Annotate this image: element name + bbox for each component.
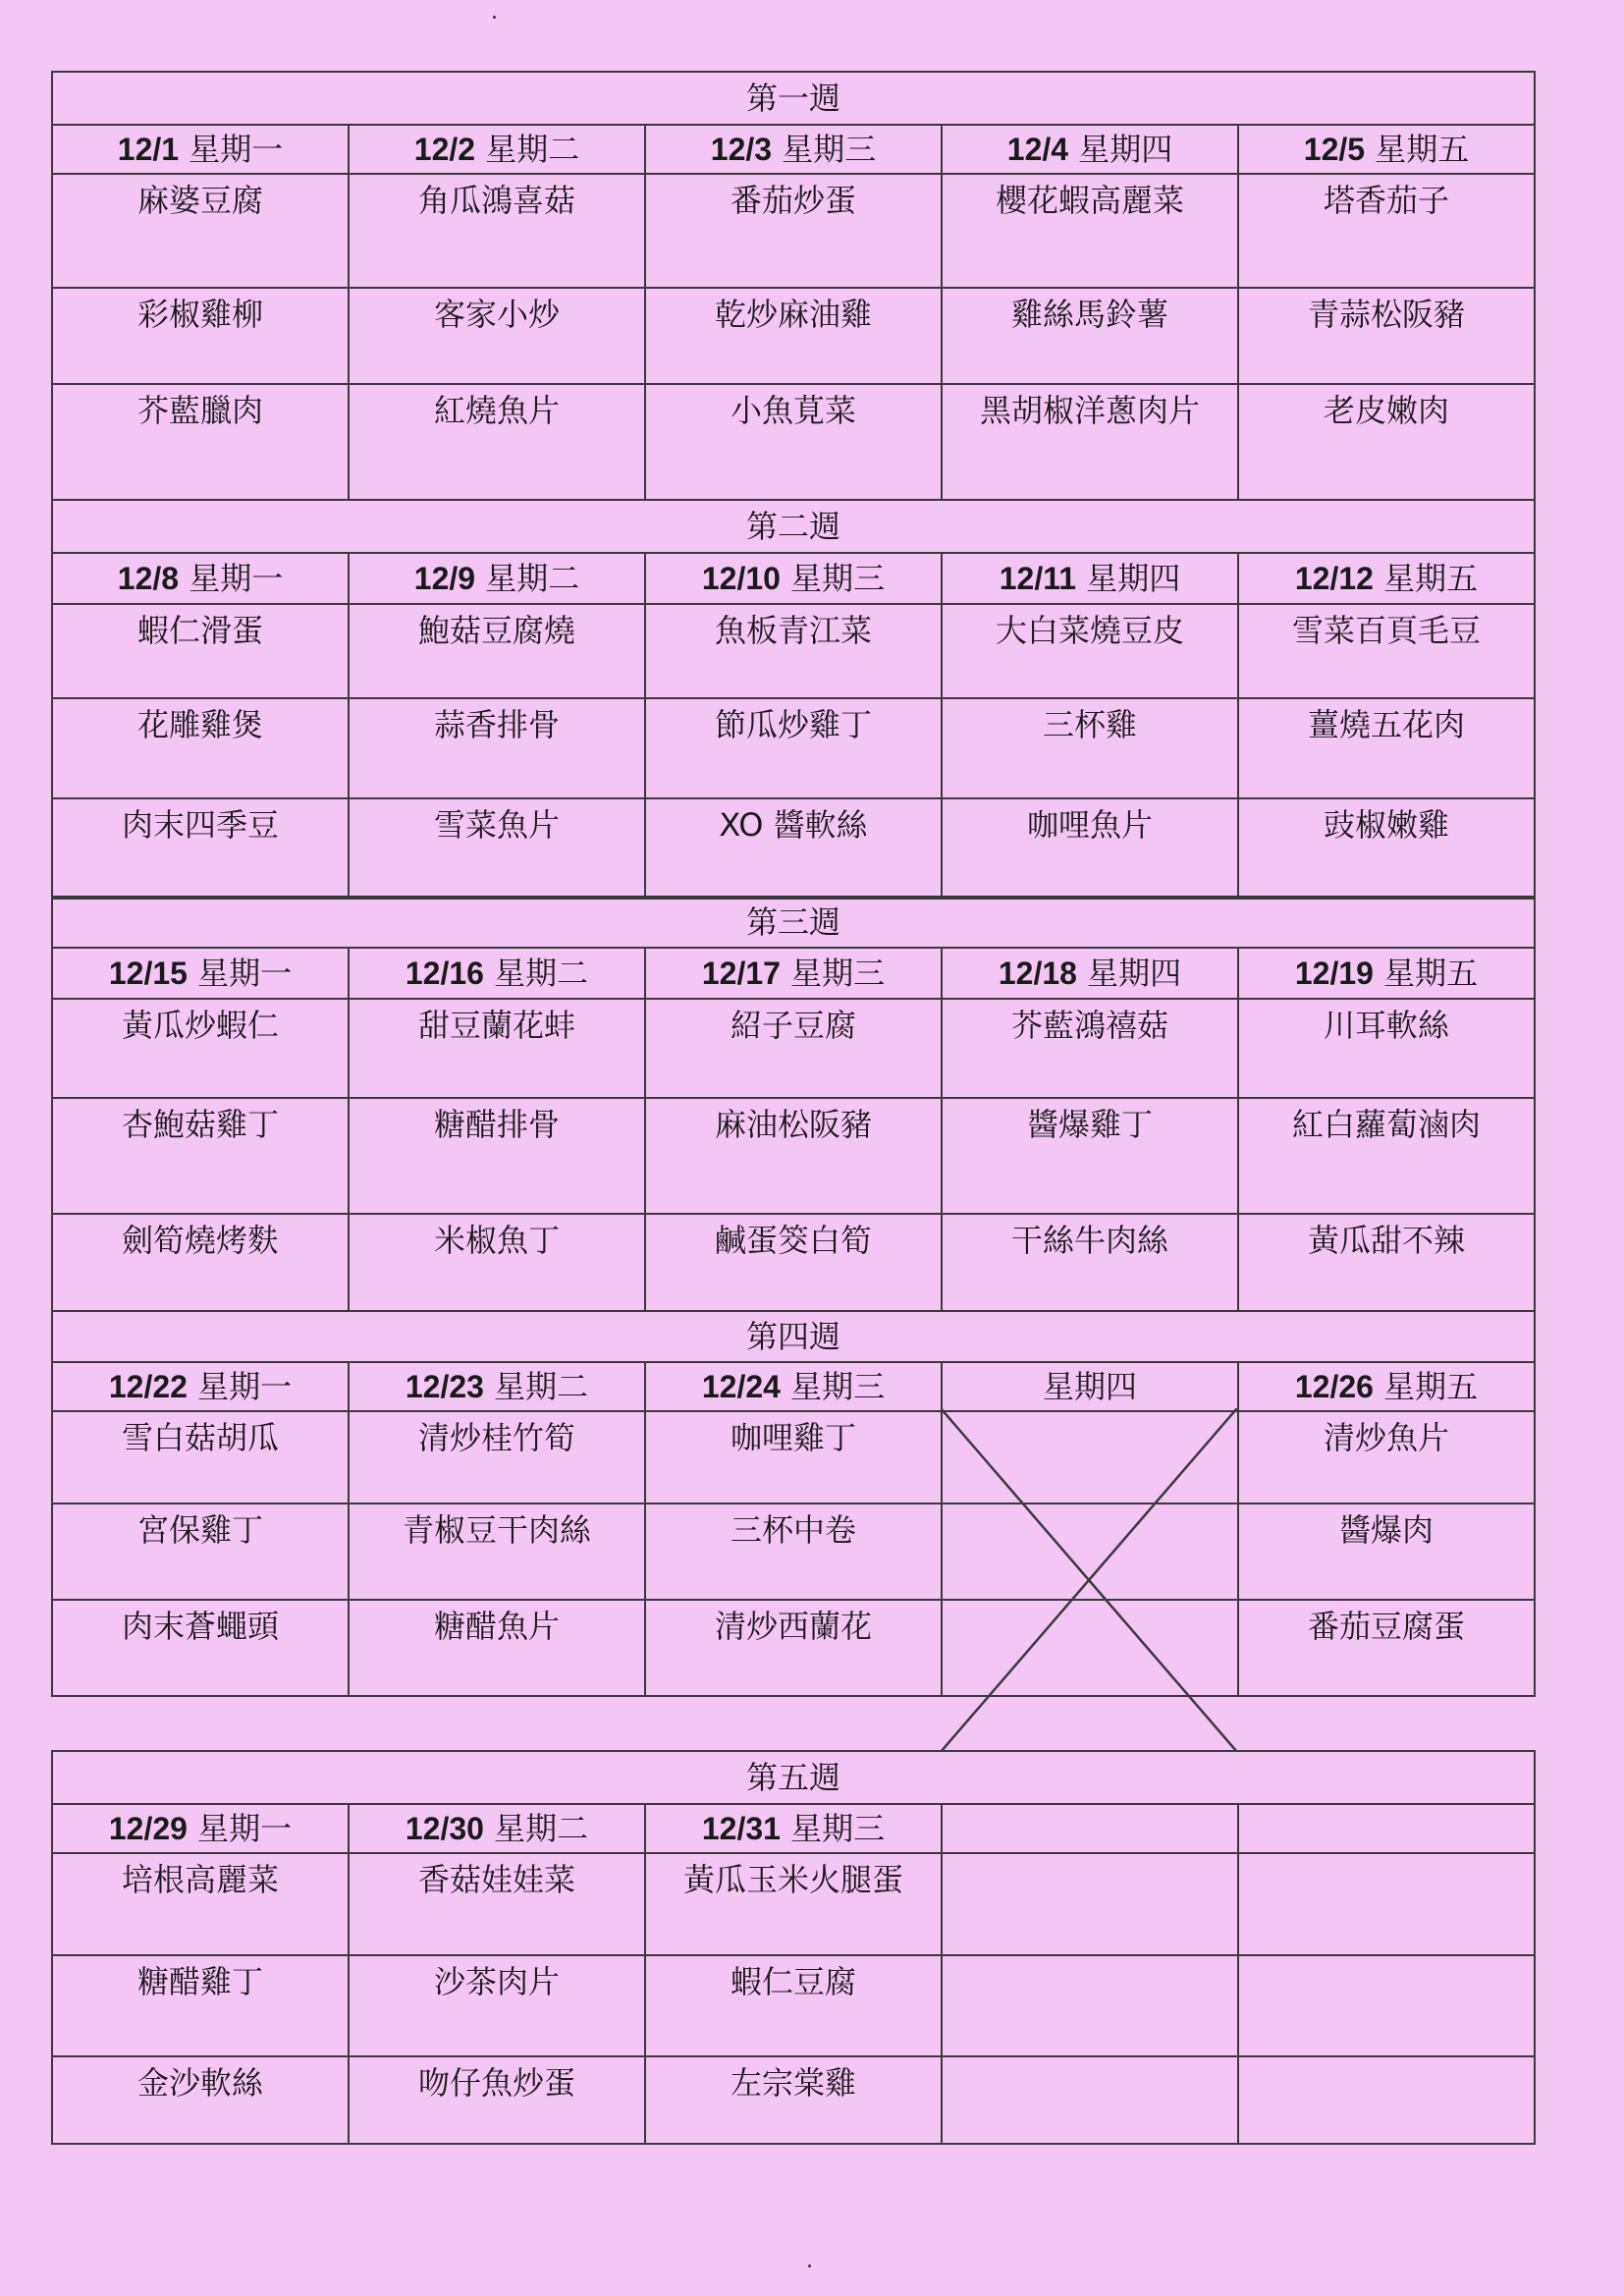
dish-cell: 番茄炒蛋 xyxy=(645,174,942,288)
day-header: 12/22 星期一 xyxy=(52,1362,349,1411)
week-1-table xyxy=(51,71,1536,501)
dish-cell: 花雕雞煲 xyxy=(52,698,349,798)
dish-cell: 薑燒五花肉 xyxy=(1238,698,1535,798)
dish-cell: 金沙軟絲 xyxy=(52,2056,349,2144)
speck-mark xyxy=(493,16,496,19)
week-title: 第三週 xyxy=(52,897,1535,948)
week-title: 第四週 xyxy=(52,1311,1535,1362)
dish-cell: 角瓜鴻喜菇 xyxy=(349,174,645,288)
week-4-table xyxy=(51,1310,1536,1697)
dish-cell: 芥藍鴻禧菇 xyxy=(942,999,1238,1098)
dish-cell: 沙茶肉片 xyxy=(349,1955,645,2056)
dish-cell: 咖哩魚片 xyxy=(942,798,1238,899)
dish-cell: 櫻花蝦高麗菜 xyxy=(942,174,1238,288)
day-header: 12/30 星期二 xyxy=(349,1804,645,1853)
day-header: 12/24 星期三 xyxy=(645,1362,942,1411)
dish-cell xyxy=(1238,1955,1535,2056)
dish-cell: 甜豆蘭花蚌 xyxy=(349,999,645,1098)
dish-cell: 糖醋魚片 xyxy=(349,1600,645,1696)
dish-cell: 青椒豆干肉絲 xyxy=(349,1503,645,1600)
dish-cell: 清炒魚片 xyxy=(1238,1411,1535,1503)
dish-cell: 肉末蒼蠅頭 xyxy=(52,1600,349,1696)
dish-cell: 彩椒雞柳 xyxy=(52,288,349,384)
dish-cell xyxy=(942,2056,1238,2144)
dish-cell: 吻仔魚炒蛋 xyxy=(349,2056,645,2144)
dish-cell: 黃瓜甜不辣 xyxy=(1238,1214,1535,1311)
day-header: 12/4 星期四 xyxy=(942,125,1238,174)
dish-cell: 塔香茄子 xyxy=(1238,174,1535,288)
dish-cell xyxy=(1238,2056,1535,2144)
dish-cell xyxy=(942,1600,1238,1696)
dish-cell: 干絲牛肉絲 xyxy=(942,1214,1238,1311)
dish-cell: 米椒魚丁 xyxy=(349,1214,645,1311)
dish-cell: 麻婆豆腐 xyxy=(52,174,349,288)
dish-cell: 客家小炒 xyxy=(349,288,645,384)
day-header: 12/18 星期四 xyxy=(942,948,1238,999)
day-header: 12/23 星期二 xyxy=(349,1362,645,1411)
day-header: 12/11 星期四 xyxy=(942,553,1238,604)
week-title: 第二週 xyxy=(52,500,1535,553)
dish-cell xyxy=(942,1503,1238,1600)
dish-cell: 培根高麗菜 xyxy=(52,1853,349,1955)
dish-cell: 三杯雞 xyxy=(942,698,1238,798)
dish-cell: 小魚莧菜 xyxy=(645,384,942,500)
dish-cell: 雪菜百頁毛豆 xyxy=(1238,604,1535,698)
dish-cell: 蝦仁豆腐 xyxy=(645,1955,942,2056)
week-title: 第一週 xyxy=(52,72,1535,125)
day-header xyxy=(942,1804,1238,1853)
dish-cell: 醬爆肉 xyxy=(1238,1503,1535,1600)
dish-cell: 清炒桂竹筍 xyxy=(349,1411,645,1503)
dish-cell: 雞絲馬鈴薯 xyxy=(942,288,1238,384)
dish-cell: 黃瓜炒蝦仁 xyxy=(52,999,349,1098)
day-header: 12/15 星期一 xyxy=(52,948,349,999)
dish-cell: 芥藍臘肉 xyxy=(52,384,349,500)
dish-cell: 黃瓜玉米火腿蛋 xyxy=(645,1853,942,1955)
day-header: 12/29 星期一 xyxy=(52,1804,349,1853)
day-header: 12/26 星期五 xyxy=(1238,1362,1535,1411)
day-header: 12/12 星期五 xyxy=(1238,553,1535,604)
day-header: 星期四 xyxy=(942,1362,1238,1411)
dish-cell: 豉椒嫩雞 xyxy=(1238,798,1535,899)
dish-cell: 蝦仁滑蛋 xyxy=(52,604,349,698)
day-header: 12/19 星期五 xyxy=(1238,948,1535,999)
dish-cell: 鹹蛋筊白筍 xyxy=(645,1214,942,1311)
dish-cell: 雪白菇胡瓜 xyxy=(52,1411,349,1503)
dish-cell xyxy=(1238,1853,1535,1955)
day-header: 12/1 星期一 xyxy=(52,125,349,174)
dish-cell: 肉末四季豆 xyxy=(52,798,349,899)
day-header: 12/8 星期一 xyxy=(52,553,349,604)
dish-cell: XO 醬軟絲 xyxy=(645,798,942,899)
day-header: 12/2 星期二 xyxy=(349,125,645,174)
dish-cell: 大白菜燒豆皮 xyxy=(942,604,1238,698)
speck-mark xyxy=(808,2265,811,2268)
dish-cell: 乾炒麻油雞 xyxy=(645,288,942,384)
week-5-table xyxy=(51,1750,1536,2145)
dish-cell: 杏鮑菇雞丁 xyxy=(52,1098,349,1214)
dish-cell: 香菇娃娃菜 xyxy=(349,1853,645,1955)
dish-cell: 番茄豆腐蛋 xyxy=(1238,1600,1535,1696)
dish-cell: 醬爆雞丁 xyxy=(942,1098,1238,1214)
dish-cell: 左宗棠雞 xyxy=(645,2056,942,2144)
dish-cell: 鮑菇豆腐燒 xyxy=(349,604,645,698)
dish-cell: 蒜香排骨 xyxy=(349,698,645,798)
dish-cell: 咖哩雞丁 xyxy=(645,1411,942,1503)
dish-cell: 糖醋雞丁 xyxy=(52,1955,349,2056)
dish-cell: 老皮嫩肉 xyxy=(1238,384,1535,500)
dish-cell: 節瓜炒雞丁 xyxy=(645,698,942,798)
dish-cell: 黑胡椒洋蔥肉片 xyxy=(942,384,1238,500)
dish-cell: 宮保雞丁 xyxy=(52,1503,349,1600)
dish-cell xyxy=(942,1853,1238,1955)
dish-cell xyxy=(942,1411,1238,1503)
dish-cell: 清炒西蘭花 xyxy=(645,1600,942,1696)
day-header xyxy=(1238,1804,1535,1853)
day-header: 12/17 星期三 xyxy=(645,948,942,999)
day-header: 12/3 星期三 xyxy=(645,125,942,174)
week-title: 第五週 xyxy=(52,1751,1535,1804)
dish-cell: 紅白蘿蔔滷肉 xyxy=(1238,1098,1535,1214)
dish-cell: 青蒜松阪豬 xyxy=(1238,288,1535,384)
week-3-table xyxy=(51,896,1536,1312)
dish-cell xyxy=(942,1955,1238,2056)
dish-cell: 糖醋排骨 xyxy=(349,1098,645,1214)
day-header: 12/31 星期三 xyxy=(645,1804,942,1853)
dish-cell: 麻油松阪豬 xyxy=(645,1098,942,1214)
dish-cell: 川耳軟絲 xyxy=(1238,999,1535,1098)
day-header: 12/16 星期二 xyxy=(349,948,645,999)
day-header: 12/5 星期五 xyxy=(1238,125,1535,174)
dish-cell: 三杯中卷 xyxy=(645,1503,942,1600)
dish-cell: 紅燒魚片 xyxy=(349,384,645,500)
dish-cell: 雪菜魚片 xyxy=(349,798,645,899)
week-2-table xyxy=(51,499,1536,900)
dish-cell: 劍筍燒烤麩 xyxy=(52,1214,349,1311)
day-header: 12/10 星期三 xyxy=(645,553,942,604)
dish-cell: 魚板青江菜 xyxy=(645,604,942,698)
day-header: 12/9 星期二 xyxy=(349,553,645,604)
dish-cell: 紹子豆腐 xyxy=(645,999,942,1098)
